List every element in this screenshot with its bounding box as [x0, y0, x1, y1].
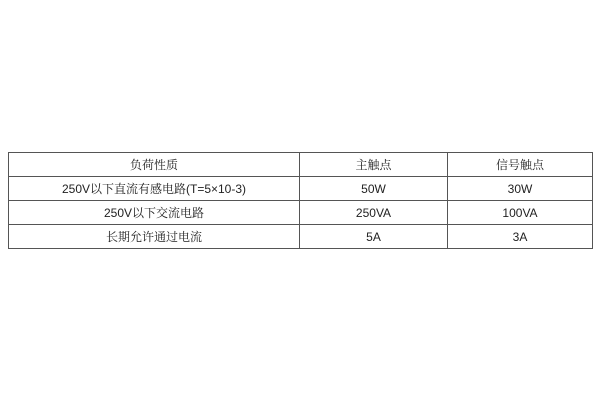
table-header-row — [9, 153, 593, 177]
cell-load-nature: 250V以下交流电路 — [9, 201, 300, 225]
cell-load-nature: 250V以下直流有感电路(T=5×10-3) — [9, 177, 300, 201]
table-row — [9, 201, 593, 225]
cell-signal-contact: 3A — [448, 225, 593, 249]
header-load-nature: 负荷性质 — [9, 153, 300, 177]
cell-main-contact: 50W — [300, 177, 448, 201]
cell-signal-contact: 30W — [448, 177, 593, 201]
header-main-contact: 主触点 — [300, 153, 448, 177]
cell-signal-contact: 100VA — [448, 201, 593, 225]
table-row — [9, 177, 593, 201]
load-spec-table — [8, 152, 593, 249]
header-signal-contact: 信号触点 — [448, 153, 593, 177]
cell-main-contact: 250VA — [300, 201, 448, 225]
cell-load-nature: 长期允许通过电流 — [9, 225, 300, 249]
table-row — [9, 225, 593, 249]
cell-main-contact: 5A — [300, 225, 448, 249]
